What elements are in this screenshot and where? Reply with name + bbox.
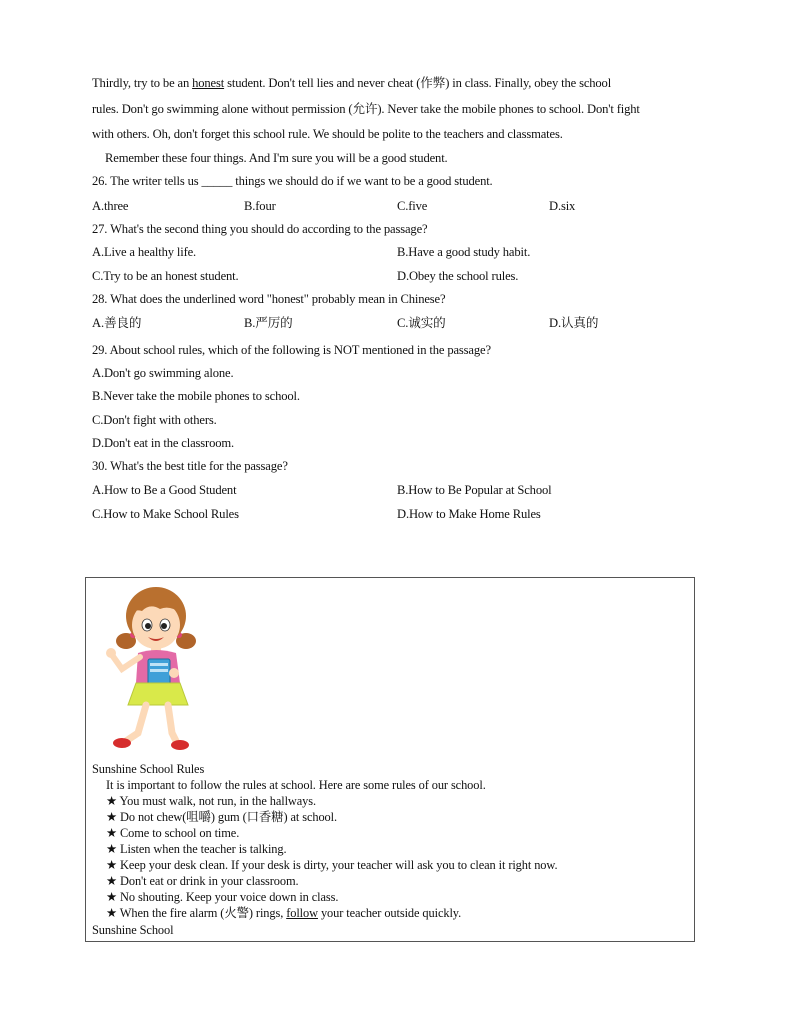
q28-option-a[interactable]: A.善良的 (92, 316, 142, 330)
rule-item: ★ Keep your desk clean. If your desk is dirty, your teacher will ask you to clean it right now. (106, 858, 558, 872)
passage-text: Thirdly, try to be an (92, 76, 193, 90)
rule-item: ★ Listen when the teacher is talking. (106, 842, 287, 856)
notice-title: Sunshine School Rules (92, 762, 205, 776)
q29-option-b[interactable]: B.Never take the mobile phones to school. (92, 389, 300, 403)
rule-text: your teacher outside quickly. (317, 906, 462, 920)
q30-option-b[interactable]: B.How to Be Popular at School (397, 483, 552, 497)
passage-line-4: Remember these four things. And I'm sure you will be a good student. (105, 151, 448, 165)
q26-option-d[interactable]: D.six (549, 199, 576, 213)
question-30-stem: 30. What's the best title for the passage? (92, 459, 288, 473)
q29-option-c[interactable]: C.Don't fight with others. (92, 413, 217, 427)
underlined-word-honest: honest (192, 76, 225, 90)
q30-option-d[interactable]: D.How to Make Home Rules (397, 507, 541, 521)
passage-text: student. Don't tell lies and never cheat (作弊) in class. Finally, obey the school (224, 76, 612, 90)
q27-option-d[interactable]: D.Obey the school rules. (397, 269, 519, 283)
question-28-stem: 28. What does the underlined word "honest" probably mean in Chinese? (92, 292, 446, 306)
notice-signature: Sunshine School (92, 923, 174, 937)
rule-text: ★ When the fire alarm (火警) rings, (106, 906, 287, 920)
q29-option-a[interactable]: A.Don't go swimming alone. (92, 366, 234, 380)
rule-item: ★ Come to school on time. (106, 826, 240, 840)
q28-option-c[interactable]: C.诚实的 (397, 316, 446, 330)
rule-item: ★ Don't eat or drink in your classroom. (106, 874, 299, 888)
girl-holding-book-illustration (100, 583, 212, 759)
underlined-word-follow: follow (286, 906, 318, 920)
q30-option-c[interactable]: C.How to Make School Rules (92, 507, 239, 521)
rule-item-fire-alarm (106, 905, 461, 921)
question-29-stem: 29. About school rules, which of the following is NOT mentioned in the passage? (92, 343, 491, 357)
q29-option-d[interactable]: D.Don't eat in the classroom. (92, 436, 235, 450)
q27-option-a[interactable]: A.Live a healthy life. (92, 245, 197, 259)
q26-option-c[interactable]: C.five (397, 199, 428, 213)
q26-option-a[interactable]: A.three (92, 199, 129, 213)
rule-item: ★ Do not chew(咀嚼) gum (口香糖) at school. (106, 810, 337, 824)
q28-option-b[interactable]: B.严厉的 (244, 316, 293, 330)
q28-option-d[interactable]: D.认真的 (549, 316, 599, 330)
rule-item: ★ You must walk, not run, in the hallways. (106, 794, 316, 808)
question-27-stem: 27. What's the second thing you should do according to the passage? (92, 222, 428, 236)
q26-option-b[interactable]: B.four (244, 199, 276, 213)
passage-line-1 (92, 75, 611, 91)
q27-option-c[interactable]: C.Try to be an honest student. (92, 269, 239, 283)
q27-option-b[interactable]: B.Have a good study habit. (397, 245, 531, 259)
rule-item: ★ No shouting. Keep your voice down in class. (106, 890, 339, 904)
q30-option-a[interactable]: A.How to Be a Good Student (92, 483, 237, 497)
question-26-stem: 26. The writer tells us _____ things we should do if we want to be a good student. (92, 174, 493, 188)
passage-line-3: with others. Oh, don't forget this school rule. We should be polite to the teachers and classmates. (92, 127, 563, 141)
notice-intro: It is important to follow the rules at school. Here are some rules of our school. (106, 778, 486, 792)
passage-line-2: rules. Don't go swimming alone without permission (允许). Never take the mobile phones to school. Don't fight (92, 102, 640, 116)
